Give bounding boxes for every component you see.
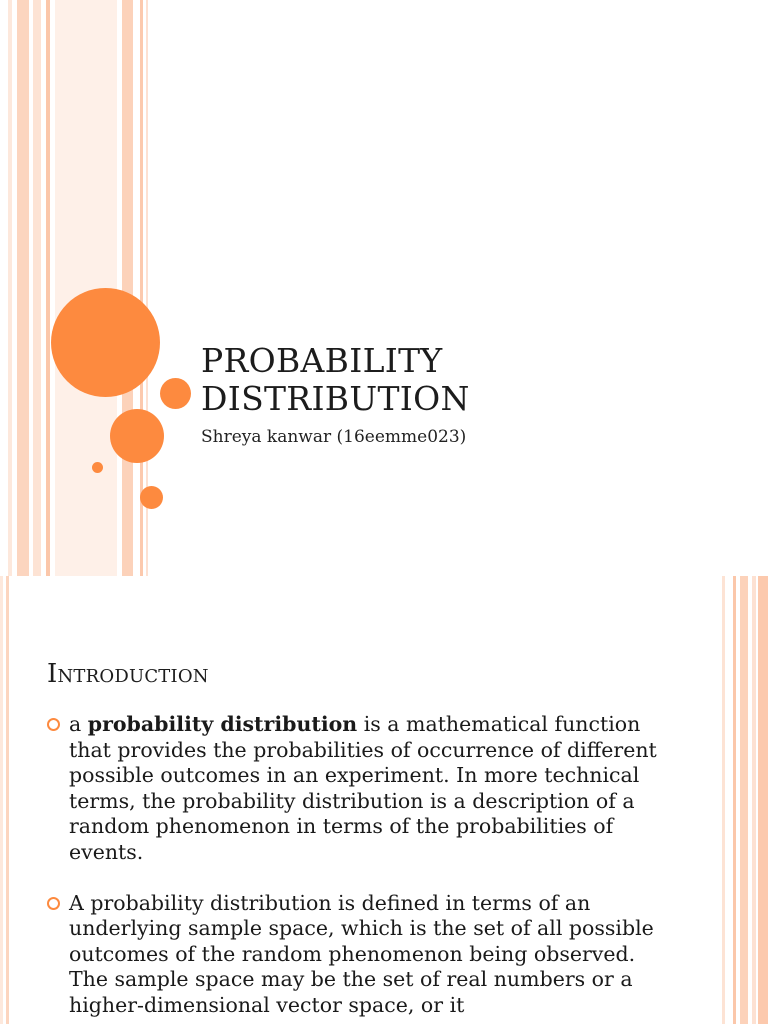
tiny-circle-decoration bbox=[92, 462, 103, 473]
bullet-text: A probability distribution is defined in terms of an underlying sample space, which is the set of all possible outcomes of the random phenomenon being observed. The sample space may be the set of real numbers or a higher-dimensional vector space, or it bbox=[69, 890, 654, 1017]
bullet-list bbox=[47, 712, 667, 1024]
decorative-stripe bbox=[740, 576, 748, 1024]
medium-circle-decoration bbox=[110, 409, 164, 463]
introduction-slide bbox=[0, 576, 768, 1024]
decorative-stripe bbox=[46, 0, 50, 576]
decorative-stripe bbox=[733, 576, 736, 1024]
decorative-stripe bbox=[722, 576, 725, 1024]
slide-subtitle: Shreya kanwar (16eemme023) bbox=[201, 427, 467, 447]
title-line-1: PROBABILITY bbox=[201, 341, 443, 380]
list-item bbox=[47, 712, 667, 866]
large-circle-decoration bbox=[51, 288, 160, 397]
small-circle-decoration bbox=[140, 486, 163, 509]
bullet-circle-icon bbox=[47, 897, 60, 910]
decorative-stripe bbox=[6, 576, 9, 1024]
bullet-text: is a mathematical function that provides the probabilities of occurrence of different possible outcomes in an experiment. In more technical terms, the probability distribution is a description of a random phenomenon in terms of the probabilities of events. bbox=[69, 712, 657, 864]
bullet-circle-icon bbox=[47, 718, 60, 731]
slide-heading: Introduction bbox=[47, 659, 209, 689]
slide-title bbox=[201, 342, 470, 418]
small-circle-decoration bbox=[160, 378, 191, 409]
decorative-stripe bbox=[17, 0, 29, 576]
decorative-stripe bbox=[752, 576, 756, 1024]
decorative-stripe bbox=[0, 576, 3, 1024]
decorative-stripe bbox=[758, 576, 768, 1024]
bullet-bold-term: probability distribution bbox=[87, 712, 358, 736]
decorative-stripe bbox=[8, 0, 12, 576]
decorative-stripe bbox=[122, 0, 133, 576]
title-line-2: DISTRIBUTION bbox=[201, 379, 470, 418]
decorative-stripe bbox=[33, 0, 41, 576]
bullet-prefix: a bbox=[69, 712, 88, 736]
list-item bbox=[47, 891, 667, 1019]
